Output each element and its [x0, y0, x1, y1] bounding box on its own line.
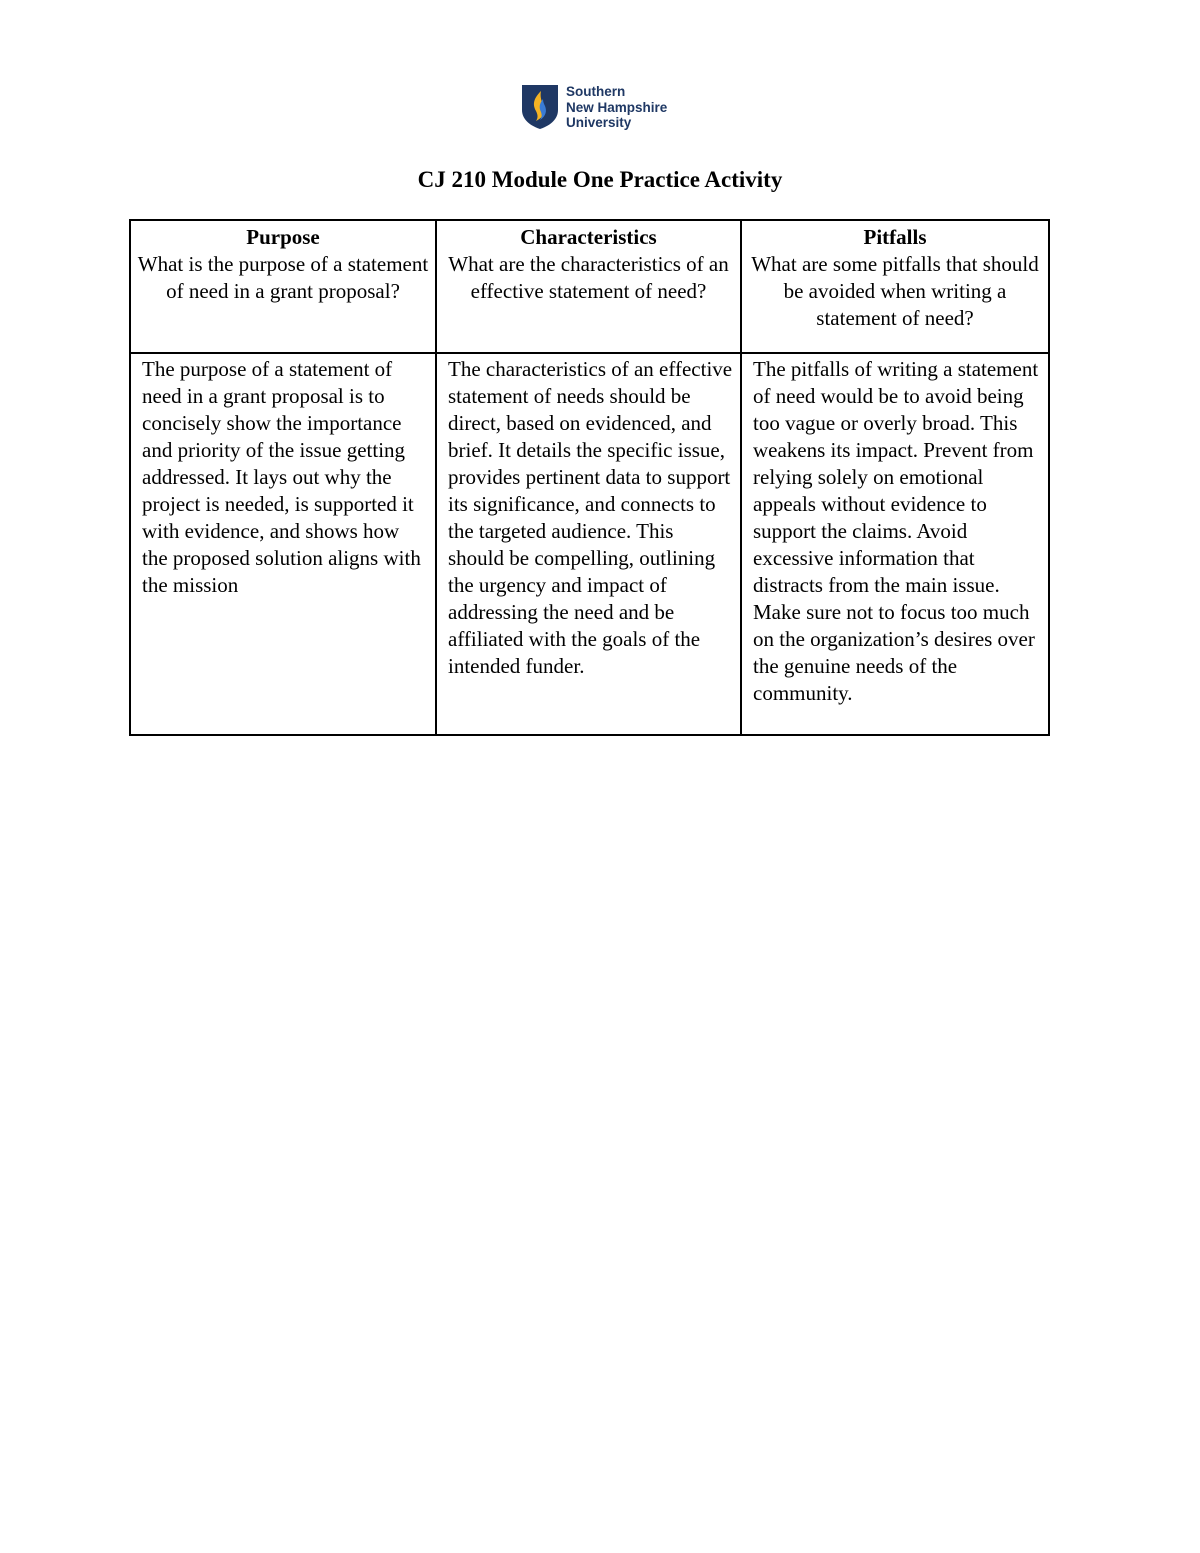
column-heading: Purpose: [246, 225, 320, 249]
column-question: What is the purpose of a statement of need in a grant proposal?: [137, 252, 429, 303]
logo-line-southern: Southern: [566, 84, 626, 99]
column-question: What are some pitfalls that should be avoided when writing a statement of need?: [751, 252, 1039, 330]
column-heading: Characteristics: [520, 225, 657, 249]
shield-flame-icon: [521, 84, 559, 130]
table-header-row: [130, 220, 1049, 353]
logo-line-new-hampshire: New Hampshire: [566, 99, 668, 115]
header-cell-pitfalls: [741, 220, 1049, 353]
answer-cell-pitfalls: The pitfalls of writing a statement of need would be to avoid being too vague or overly broad. This weakens its impact. Prevent from relying solely on emotional appeals without evidence to support the claims. Avoid excessive information that distracts from the main issue. Make sure not to focus too much on the organization’s desires over the genuine needs of the community.: [741, 353, 1049, 735]
document-title: CJ 210 Module One Practice Activity: [417, 167, 783, 192]
header-cell-purpose: [130, 220, 436, 353]
logo-line-university: University: [566, 115, 632, 130]
column-heading: Pitfalls: [863, 225, 927, 249]
table-answer-row: [130, 353, 1049, 735]
university-logo: [521, 84, 667, 131]
answer-cell-characteristics: The characteristics of an effective statement of needs should be direct, based on evidenced, and brief. It details the specific issue, provides pertinent data to support its significance, and connects to the targeted audience. This should be compelling, outlining the urgency and impact of addressing the need and be affiliated with the goals of the intended funder.: [436, 353, 741, 735]
logo-wordmark: [566, 84, 667, 131]
header-cell-characteristics: [436, 220, 741, 353]
column-question: What are the characteristics of an effective statement of need?: [448, 252, 729, 303]
activity-table: [129, 219, 1050, 736]
answer-cell-purpose: The purpose of a statement of need in a grant proposal is to concisely show the importance and priority of the issue getting addressed. It lays out why the project is needed, is supported it with evidence, and shows how the proposed solution aligns with the mission: [130, 353, 436, 735]
